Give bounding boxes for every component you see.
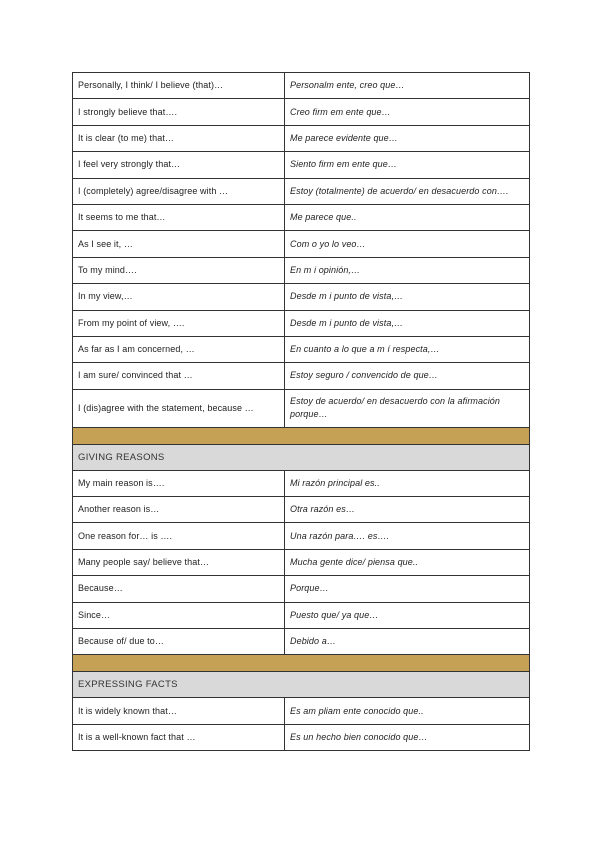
table-row [73, 576, 529, 602]
english-phrase: From my point of view, …. [73, 311, 285, 336]
spanish-phrase: Com o yo lo veo… [290, 238, 366, 249]
table-row [73, 523, 529, 549]
table-row [73, 390, 529, 428]
english-phrase: One reason for… is …. [73, 523, 285, 548]
spanish-phrase: En m i opinión,… [290, 264, 361, 275]
table-row [73, 231, 529, 257]
table-row [73, 698, 529, 724]
phrases-table [72, 72, 530, 751]
spanish-phrase: Estoy seguro / convencido de que… [290, 370, 438, 381]
spanish-phrase: Es am pliam ente conocido que.. [290, 705, 424, 716]
english-phrase: In my view,… [73, 284, 285, 309]
spanish-phrase: Creo firm em ente que… [290, 106, 391, 117]
table-row [73, 363, 529, 389]
table-row [73, 471, 529, 497]
table-row [73, 99, 529, 125]
english-phrase: I strongly believe that…. [73, 99, 285, 124]
english-phrase: I (dis)agree with the statement, because … [73, 390, 285, 427]
section-heading-label: GIVING REASONS [78, 451, 165, 463]
section-divider [73, 655, 529, 672]
english-phrase: Because… [73, 576, 285, 601]
table-row [73, 205, 529, 231]
table-row [73, 725, 529, 751]
table-row [73, 126, 529, 152]
spanish-phrase: Otra razón es… [290, 504, 355, 515]
table-row [73, 629, 529, 655]
table-row [73, 73, 529, 99]
table-row [73, 497, 529, 523]
english-phrase: Many people say/ believe that… [73, 550, 285, 575]
english-phrase: I am sure/ convinced that … [73, 363, 285, 388]
english-phrase: It is a well-known fact that … [73, 725, 285, 750]
section-heading-reasons [73, 445, 529, 471]
spanish-phrase: Me parece que.. [290, 212, 357, 223]
table-row [73, 258, 529, 284]
spanish-phrase: Estoy de acuerdo/ en desacuerdo con la afirmación porque… [290, 396, 501, 420]
table-row [73, 152, 529, 178]
section-divider [73, 428, 529, 445]
english-phrase: Personally, I think/ I believe (that)… [73, 73, 285, 98]
section-heading-label: EXPRESSING FACTS [78, 679, 178, 691]
spanish-phrase: Desde m i punto de vista,… [290, 291, 404, 302]
table-row [73, 284, 529, 310]
english-phrase: I feel very strongly that… [73, 152, 285, 177]
table-row [73, 311, 529, 337]
spanish-phrase: Mucha gente dice/ piensa que.. [290, 557, 419, 568]
spanish-phrase: Desde m i punto de vista,… [290, 317, 404, 328]
table-row [73, 337, 529, 363]
spanish-phrase: Puesto que/ ya que… [290, 609, 379, 620]
spanish-phrase: Mi razón principal es.. [290, 477, 380, 488]
table-row [73, 179, 529, 205]
english-phrase: As I see it, … [73, 231, 285, 256]
english-phrase: Because of/ due to… [73, 629, 285, 654]
english-phrase: I (completely) agree/disagree with … [73, 179, 285, 204]
english-phrase: It is clear (to me) that… [73, 126, 285, 151]
spanish-phrase: Personalm ente, creo que… [290, 80, 405, 91]
spanish-phrase: Es un hecho bien conocido que… [290, 732, 428, 742]
english-phrase: To my mind…. [73, 258, 285, 283]
english-phrase: It seems to me that… [73, 205, 285, 230]
table-row [73, 603, 529, 629]
spanish-phrase: Una razón para…. es…. [290, 530, 390, 541]
english-phrase: As far as I am concerned, … [73, 337, 285, 362]
english-phrase: It is widely known that… [73, 698, 285, 723]
spanish-phrase: Me parece evidente que… [290, 132, 398, 143]
table-row [73, 550, 529, 576]
english-phrase: Another reason is… [73, 497, 285, 522]
english-phrase: Since… [73, 603, 285, 628]
spanish-phrase: Porque… [290, 583, 329, 594]
spanish-phrase: Siento firm em ente que… [290, 159, 397, 170]
section-heading-facts [73, 672, 529, 698]
spanish-phrase: Estoy (totalmente) de acuerdo/ en desacuerdo con…. [290, 185, 509, 196]
english-phrase: My main reason is…. [73, 471, 285, 496]
spanish-phrase: Debido a… [290, 636, 336, 647]
spanish-phrase: En cuanto a lo que a m í respecta,… [290, 344, 440, 355]
